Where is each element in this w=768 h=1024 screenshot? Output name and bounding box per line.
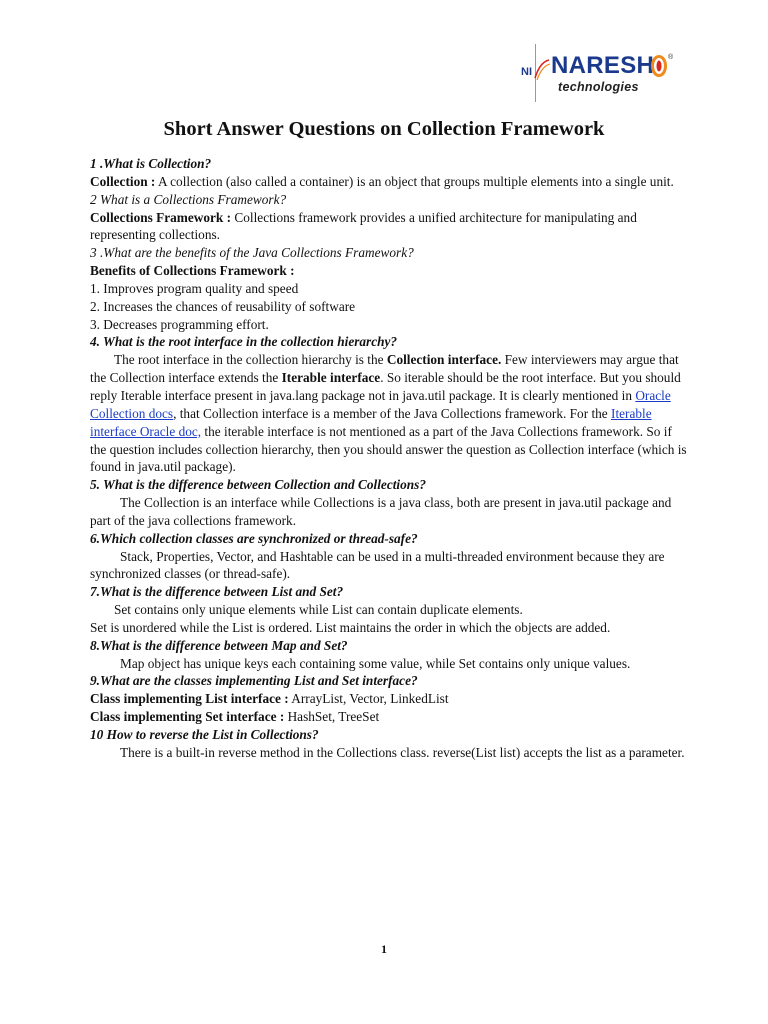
- logo-o-icon: [650, 54, 668, 78]
- logo-name: NARESH: [551, 52, 655, 79]
- question-8: 8.What is the difference between Map and Set?: [90, 637, 348, 653]
- question-4: 4. What is the root interface in the collection hierarchy?: [90, 334, 398, 350]
- svg-text:NI: NI: [521, 66, 532, 78]
- logo-subtitle: technologies: [558, 80, 639, 94]
- term-collection: Collection :: [90, 173, 156, 189]
- question-1: 1 .What is Collection?: [90, 156, 212, 171]
- answer-6: Stack, Properties, Vector, and Hashtable can be used in a multi-threaded environment because they are synchronized classes (or thread-safe).: [90, 548, 665, 582]
- document-body: [90, 155, 690, 762]
- list-classes: ArrayList, Vector, LinkedList: [288, 691, 449, 707]
- question-9: 9.What are the classes implementing List and Set interface?: [90, 673, 418, 689]
- oracle-collection-docs-link[interactable]: Oracle Collection docs: [90, 387, 671, 421]
- answer-4-text: , that Collection interface is a member of the Java Collections framework. For the: [173, 405, 612, 421]
- benefits-heading-text: Benefits of Collections Framework :: [90, 263, 295, 279]
- answer-4-text: the iterable interface is not mentioned as a part of the Java Collections framework. So if the question includes collection hierarchy, then you should answer the question as Collection interface (which is found in java.util package).: [90, 423, 687, 475]
- term-collection-interface: Collection interface.: [386, 352, 502, 368]
- answer-7a: Set contains only unique elements while List can contain duplicate elements.: [114, 602, 523, 618]
- answer-2-text: Collections framework provides a unified architecture for manipulating and representing collections.: [90, 209, 637, 243]
- term-list-interface: Class implementing List interface :: [90, 691, 289, 707]
- naresh-logo: [520, 40, 690, 102]
- answer-4: [90, 351, 690, 476]
- question-5: 5. What is the difference between Collection and Collections?: [90, 477, 426, 493]
- answer-10: There is a built-in reverse method in the Collections class. reverse(List list) accepts the list as a parameter.: [120, 744, 685, 760]
- answer-4-text: . So iterable should be the root interface. But you should reply Iterable interface present in java.lang package not in java.util package. It is clearly mentioned in: [90, 370, 681, 403]
- benefit-item: 2. Increases the chances of reusability of software: [90, 298, 356, 314]
- question-2: 2 What is a Collections Framework?: [90, 191, 287, 207]
- answer-1: [90, 173, 690, 191]
- logo-trademark: ®: [668, 54, 674, 61]
- question-10: 10 How to reverse the List in Collections?: [90, 727, 319, 742]
- page-title: Short Answer Questions on Collection Framework: [163, 118, 605, 140]
- iterable-oracle-doc-link[interactable]: Iterable interface Oracle doc,: [90, 405, 652, 439]
- benefit-item: 1. Improves program quality and speed: [90, 280, 299, 296]
- term-iterable-interface: Iterable interface: [281, 370, 381, 386]
- answer-9-list: [90, 690, 690, 708]
- question-7: 7.What is the difference between List and Set?: [90, 584, 344, 600]
- page-number: 1: [381, 942, 387, 956]
- nit-mark-icon: [520, 58, 550, 82]
- answer-5: The Collection is an interface while Collections is a java class, both are present in java.util package and part of the java collections framework.: [90, 495, 672, 528]
- answer-4-text: The root interface in the collection hierarchy is the: [114, 352, 387, 368]
- benefit-item: 3. Decreases programming effort.: [90, 316, 269, 332]
- answer-1-text: A collection (also called a container) is an object that groups multiple elements into a single unit.: [155, 173, 674, 189]
- benefits-heading: [90, 262, 690, 280]
- answer-2: [90, 209, 690, 245]
- answer-8: Map object has unique keys each containing some value, while Set contains only unique values.: [120, 655, 631, 671]
- set-classes: HashSet, TreeSet: [284, 709, 380, 725]
- answer-4-text: Few interviewers may argue that the Collection interface extends the: [90, 352, 679, 386]
- answer-7b: Set is unordered while the List is ordered. List maintains the order in which the objects are added.: [90, 619, 611, 635]
- answer-9-set: [90, 708, 690, 726]
- question-6: 6.Which collection classes are synchronized or thread-safe?: [90, 530, 418, 546]
- question-3: 3 .What are the benefits of the Java Collections Framework?: [90, 245, 414, 261]
- term-set-interface: Class implementing Set interface :: [90, 709, 285, 725]
- term-collections-framework: Collections Framework :: [90, 209, 232, 225]
